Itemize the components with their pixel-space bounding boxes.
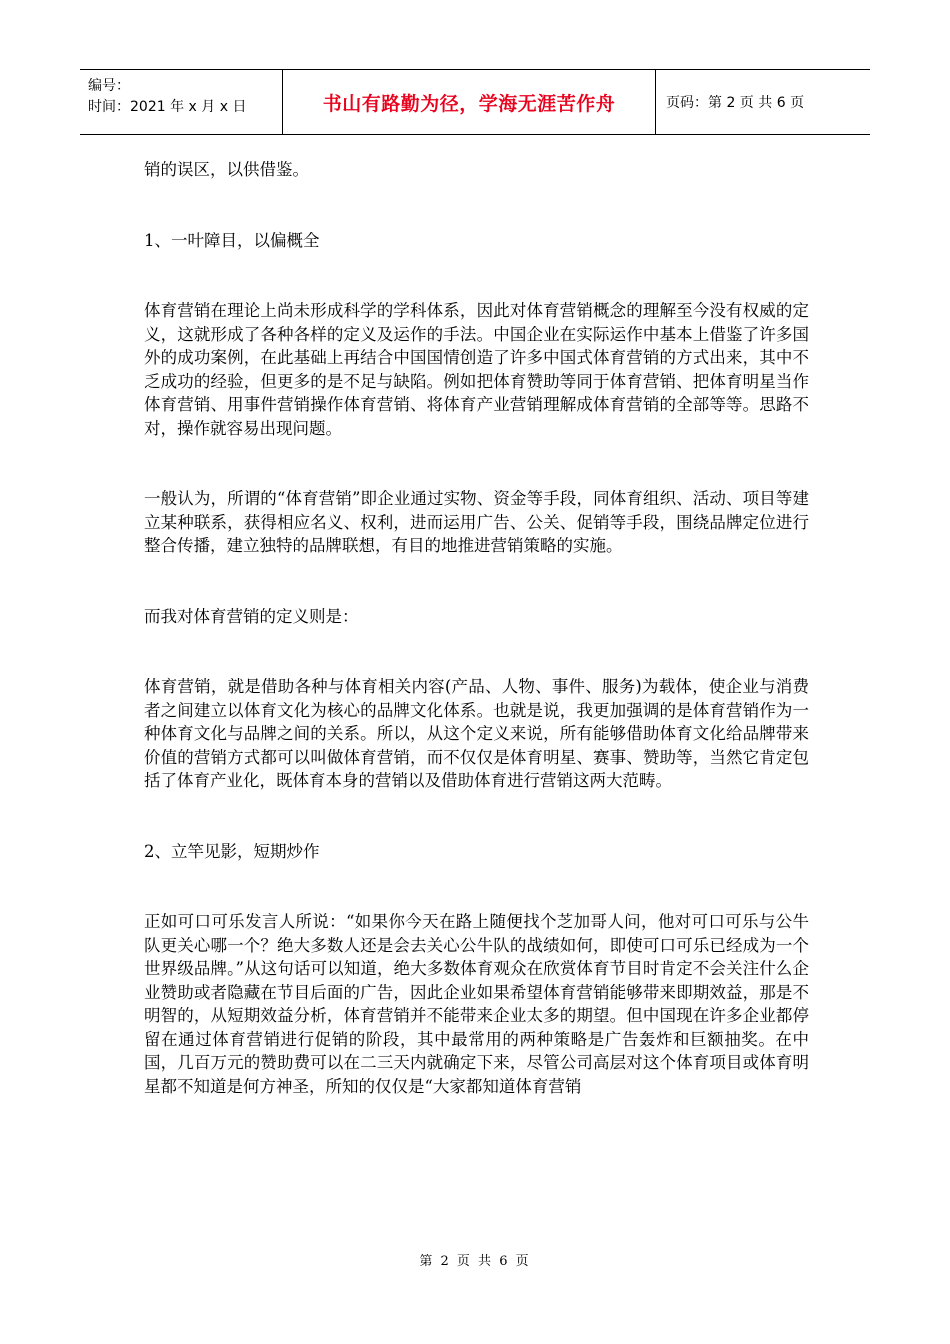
paragraph-continuation: 销的误区，以供借鉴。 xyxy=(144,160,309,179)
paragraph: 体育营销，就是借助各种与体育相关内容(产品、人物、事件、服务)为载体，使企业与消费者之间建立以体育文化为核心的品牌文化体系。也就是说，我更加强调的是体育营销作为一种体育文化与品牌之间的关系。所以，从这个定义来说，所有能够借助体育文化给品牌带来价值的营销方式都可以叫做体育营销，而不仅仅是体育明星、赛事、赞助等，当然它肯定包括了体育产业化，既体育本身的营销以及借助体育进行营销这两大范畴。 xyxy=(144,677,809,790)
header-motto-cell xyxy=(283,70,656,134)
paragraph: 而我对体育营销的定义则是： xyxy=(144,606,359,626)
page-header xyxy=(80,69,870,135)
header-page-info: 页码：第 2 页 共 6 页 xyxy=(666,95,805,111)
date-line: 时间：2021 年 x 月 x 日 xyxy=(88,99,247,115)
section-heading-1: 1、一叶障目，以偏概全 xyxy=(144,230,320,250)
header-meta-cell xyxy=(80,70,283,134)
paragraph: 体育营销在理论上尚未形成科学的学科体系，因此对体育营销概念的理解至今没有权威的定义，这就形成了各种各样的定义及运作的手法。中国企业在实际运作中基本上借鉴了许多国外的成功案例，在此基础上再结合中国国情创造了许多中国式体育营销的方式出来，其中不乏成功的经验，但更多的是不足与缺陷。例如把体育赞助等同于体育营销、把体育明星当作体育营销、用事件营销操作体育营销、将体育产业营销理解成体育营销的全部等等。思路不对，操作就容易出现问题。 xyxy=(144,301,809,438)
motto-text: 书山有路勤为径，学海无涯苦作舟 xyxy=(322,92,616,115)
section-heading-2: 2、立竿见影，短期炒作 xyxy=(144,841,320,861)
page-footer: 第 2 页 共 6 页 xyxy=(419,1254,531,1269)
header-page-cell xyxy=(656,70,870,134)
serial-number-label: 编号： xyxy=(88,78,130,94)
paragraph: 正如可口可乐发言人所说：“如果你今天在路上随便找个芝加哥人问，他对可口可乐与公牛队更关心哪一个？绝大多数人还是会去关心公牛队的战绩如何，即使可口可乐已经成为一个世界级品牌。”从这句话可以知道，绝大多数体育观众在欣赏体育节目时肯定不会关注什么企业赞助或者隐藏在节目后面的广告，因此企业如果希望体育营销能够带来即期效益，那是不明智的，从短期效益分析，体育营销并不能带来企业太多的期望。但中国现在许多企业都停留在通过体育营销进行促销的阶段，其中最常用的两种策略是广告轰炸和巨额抽奖。在中国，几百万元的赞助费可以在二三天内就确定下来，尽管公司高层对这个体育项目或体育明星都不知道是何方神圣，所知的仅仅是“大家都知道体育营销 xyxy=(144,912,809,1096)
document-body xyxy=(144,158,809,1145)
paragraph: 一般认为，所谓的“体育营销”即企业通过实物、资金等手段，同体育组织、活动、项目等建立某种联系，获得相应名义、权利，进而运用广告、公关、促销等手段，围绕品牌定位进行整合传播，建立独特的品牌联想，有目的地推进营销策略的实施。 xyxy=(144,489,809,555)
